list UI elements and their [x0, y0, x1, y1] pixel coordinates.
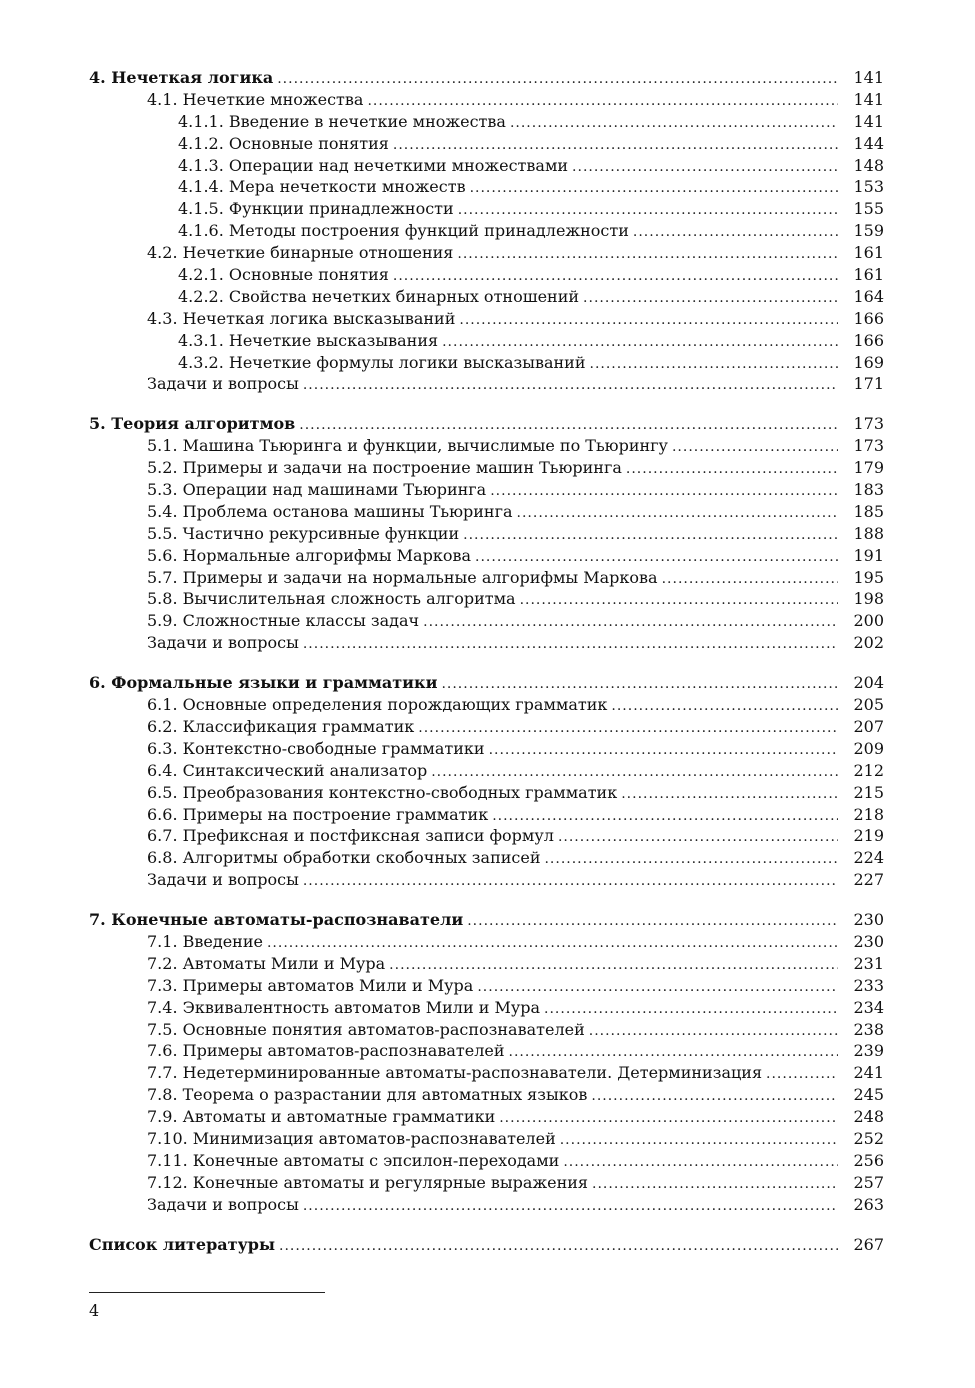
toc-entry-page: 227 [853, 870, 884, 890]
toc-entry-page: 202 [853, 633, 884, 653]
toc-entry-page: 218 [853, 804, 884, 824]
toc-entry [89, 198, 884, 220]
toc-entry-page: 200 [853, 611, 884, 631]
toc-dot-leader [510, 113, 838, 135]
toc-entry [89, 133, 884, 155]
toc-entry [89, 1172, 884, 1194]
toc-dot-leader [590, 354, 839, 376]
toc-dot-leader [560, 1130, 838, 1152]
toc-dot-leader [423, 612, 838, 634]
toc-entry-page: 179 [853, 458, 884, 478]
toc-entry-page: 153 [853, 177, 884, 197]
toc-section [89, 413, 884, 654]
toc-entry-page: 164 [853, 286, 884, 306]
toc-entry-title: 6.7. Префиксная и постфиксная записи формул [147, 826, 554, 846]
toc-entry-page: 188 [853, 523, 884, 543]
toc-entry-title: 6.8. Алгоритмы обработки скобочных записей [147, 848, 541, 868]
toc-dot-leader [489, 740, 838, 762]
toc-entry-page: 205 [853, 695, 884, 715]
toc-entry [89, 1194, 884, 1216]
toc-entry-title: 4.2. Нечеткие бинарные отношения [147, 243, 454, 263]
toc-entry-page: 248 [853, 1107, 884, 1127]
toc-entry-page: 173 [853, 414, 884, 434]
toc-entry [89, 975, 884, 997]
toc-dot-leader [467, 911, 838, 933]
toc-entry-title: 4.3. Нечеткая логика высказываний [147, 308, 456, 328]
toc-dot-leader [267, 933, 838, 955]
toc-dot-leader [367, 91, 838, 113]
toc-section [89, 909, 884, 1215]
toc-entry [89, 523, 884, 545]
toc-entry-title: 4.1.3. Операции над нечеткими множествами [178, 155, 569, 175]
toc-dot-leader [303, 375, 838, 397]
toc-entry [89, 242, 884, 264]
toc-entry-page: 207 [853, 716, 884, 736]
toc-entry [89, 825, 884, 847]
toc-dot-leader [441, 674, 838, 696]
toc-entry [89, 1040, 884, 1062]
toc-entry-title: 7.6. Примеры автоматов-распознавателей [147, 1041, 505, 1061]
toc-entry [89, 804, 884, 826]
toc-entry [89, 1019, 884, 1041]
toc-section [89, 1234, 884, 1256]
toc-chapter-entry [89, 909, 884, 931]
toc-dot-leader [477, 977, 838, 999]
toc-dot-leader [662, 569, 838, 591]
toc-entry-title: 4.1.2. Основные понятия [178, 133, 389, 153]
toc-entry-title: 7.7. Недетерминированные автоматы-распознаватели. Детерминизация [147, 1063, 763, 1083]
footnote-rule [89, 1292, 325, 1293]
toc-entry [89, 220, 884, 242]
toc-entry-title: 5.7. Примеры и задачи на нормальные алгорифмы Маркова [147, 567, 658, 587]
toc-entry [89, 760, 884, 782]
toc-entry-title: 4.1.6. Методы построения функций принадлежности [178, 221, 629, 241]
toc-dot-leader [520, 590, 838, 612]
toc-entry-page: 171 [853, 374, 884, 394]
toc-entry-title: 5.2. Примеры и задачи на построение машин Тьюринга [147, 458, 622, 478]
toc-entry [89, 632, 884, 654]
toc-entry-page: 148 [853, 155, 884, 175]
toc-entry-title: 4.1. Нечеткие множества [147, 89, 364, 109]
toc-entry-page: 141 [853, 89, 884, 109]
toc-dot-leader [299, 415, 838, 437]
toc-entry-title: 7.12. Конечные автоматы и регулярные выражения [147, 1172, 589, 1192]
toc-dot-leader [279, 1236, 838, 1258]
toc-dot-leader [672, 437, 838, 459]
toc-entry-title: 5.5. Частично рекурсивные функции [147, 523, 460, 543]
toc-entry-page: 191 [853, 545, 884, 565]
toc-entry [89, 501, 884, 523]
toc-entry-title: 7.3. Примеры автоматов Мили и Мура [147, 975, 474, 995]
toc-entry [89, 1106, 884, 1128]
toc-chapter-entry [89, 413, 884, 435]
toc-chapter-entry [89, 1234, 884, 1256]
table-of-contents [89, 67, 884, 1273]
toc-entry [89, 479, 884, 501]
toc-dot-leader [592, 1174, 838, 1196]
toc-entry-title: 4. Нечеткая логика [89, 68, 274, 87]
toc-entry [89, 111, 884, 133]
toc-entry [89, 352, 884, 374]
toc-dot-leader [459, 310, 838, 332]
toc-dot-leader [621, 784, 838, 806]
toc-entry [89, 782, 884, 804]
toc-entry-title: 5.1. Машина Тьюринга и функции, вычислимые по Тьюрингу [147, 436, 668, 456]
toc-entry-page: 185 [853, 501, 884, 521]
toc-entry-title: 7.5. Основные понятия автоматов-распознавателей [147, 1019, 585, 1039]
toc-entry-page: 263 [853, 1194, 884, 1214]
toc-dot-leader [490, 481, 838, 503]
toc-entry-title: 4.1.5. Функции принадлежности [178, 199, 454, 219]
toc-entry-page: 166 [853, 308, 884, 328]
toc-entry-page: 144 [853, 133, 884, 153]
toc-entry-title: 4.1.4. Мера нечеткости множеств [178, 177, 466, 197]
toc-entry-title: 5.6. Нормальные алгорифмы Маркова [147, 545, 472, 565]
toc-entry [89, 286, 884, 308]
toc-entry [89, 694, 884, 716]
toc-dot-leader [431, 762, 838, 784]
toc-entry-page: 195 [853, 567, 884, 587]
toc-entry-title: 6.5. Преобразования контекстно-свободных грамматик [147, 782, 618, 802]
toc-entry-page: 169 [853, 352, 884, 372]
toc-chapter-entry [89, 67, 884, 89]
toc-dot-leader [611, 696, 838, 718]
toc-entry-page: 256 [853, 1150, 884, 1170]
toc-entry-title: Задачи и вопросы [147, 1194, 299, 1214]
toc-entry-page: 161 [853, 243, 884, 263]
toc-dot-leader [393, 135, 838, 157]
toc-entry-page: 198 [853, 589, 884, 609]
toc-entry-page: 239 [853, 1041, 884, 1061]
toc-entry-title: Список литературы [89, 1234, 276, 1254]
toc-entry-title: Задачи и вопросы [147, 870, 299, 890]
toc-entry-page: 155 [853, 199, 884, 219]
toc-dot-leader [626, 459, 838, 481]
toc-dot-leader [558, 827, 838, 849]
toc-entry [89, 610, 884, 632]
toc-dot-leader [393, 266, 838, 288]
toc-entry-title: 7.9. Автоматы и автоматные грамматики [147, 1107, 496, 1127]
toc-entry-page: 252 [853, 1128, 884, 1148]
toc-entry [89, 435, 884, 457]
toc-dot-leader [463, 525, 838, 547]
toc-dot-leader [442, 332, 838, 354]
toc-entry-title: 7.4. Эквивалентность автоматов Мили и Мура [147, 997, 541, 1017]
toc-entry-page: 173 [853, 436, 884, 456]
toc-entry [89, 931, 884, 953]
toc-entry-title: Задачи и вопросы [147, 374, 299, 394]
toc-entry-page: 183 [853, 480, 884, 500]
toc-dot-leader [499, 1108, 838, 1130]
toc-section [89, 672, 884, 891]
toc-entry-page: 204 [853, 673, 884, 693]
toc-dot-leader [277, 69, 838, 91]
toc-entry-page: 141 [853, 111, 884, 131]
toc-entry-page: 267 [853, 1234, 884, 1254]
toc-entry-page: 231 [853, 953, 884, 973]
toc-entry [89, 567, 884, 589]
toc-entry-page: 215 [853, 782, 884, 802]
toc-entry-title: Задачи и вопросы [147, 633, 299, 653]
toc-entry [89, 176, 884, 198]
toc-dot-leader [457, 244, 838, 266]
toc-entry [89, 1150, 884, 1172]
toc-entry [89, 89, 884, 111]
toc-dot-leader [470, 178, 838, 200]
toc-entry-title: 6.3. Контекстно-свободные грамматики [147, 738, 485, 758]
toc-entry [89, 330, 884, 352]
toc-entry-title: 6.1. Основные определения порождающих грамматик [147, 695, 608, 715]
toc-entry [89, 308, 884, 330]
toc-dot-leader [389, 955, 838, 977]
toc-dot-leader [544, 849, 838, 871]
toc-entry-title: 7.8. Теорема о разрастании для автоматных языков [147, 1085, 588, 1105]
page-number: 4 [89, 1301, 100, 1320]
toc-entry-title: 7.10. Минимизация автоматов-распознавателей [147, 1128, 556, 1148]
toc-entry [89, 1062, 884, 1084]
toc-entry-page: 159 [853, 221, 884, 241]
toc-entry [89, 953, 884, 975]
toc-entry-title: 5.8. Вычислительная сложность алгоритма [147, 589, 516, 609]
toc-entry [89, 545, 884, 567]
toc-entry-title: 6.2. Классификация грамматик [147, 716, 415, 736]
toc-entry-page: 161 [853, 265, 884, 285]
toc-entry-page: 212 [853, 760, 884, 780]
toc-dot-leader [458, 200, 838, 222]
toc-entry-page: 230 [853, 931, 884, 951]
toc-entry-page: 245 [853, 1085, 884, 1105]
toc-entry [89, 716, 884, 738]
toc-entry-title: 5. Теория алгоритмов [89, 414, 296, 434]
toc-entry-title: 4.2.1. Основные понятия [178, 265, 389, 285]
toc-entry-page: 230 [853, 910, 884, 930]
toc-entry [89, 373, 884, 395]
toc-dot-leader [303, 1196, 838, 1218]
toc-entry [89, 1128, 884, 1150]
toc-entry-page: 209 [853, 738, 884, 758]
toc-dot-leader [544, 999, 838, 1021]
toc-dot-leader [492, 806, 838, 828]
toc-entry [89, 1084, 884, 1106]
toc-entry-page: 224 [853, 848, 884, 868]
toc-dot-leader [589, 1021, 838, 1043]
toc-entry-title: 4.1.1. Введение в нечеткие множества [178, 111, 506, 131]
toc-entry-page: 141 [853, 68, 884, 87]
toc-dot-leader [583, 288, 838, 310]
toc-entry-title: 7.11. Конечные автоматы с эпсилон-переходами [147, 1150, 560, 1170]
toc-entry-page: 238 [853, 1019, 884, 1039]
toc-entry [89, 869, 884, 891]
toc-dot-leader [303, 634, 838, 656]
toc-entry-title: 5.3. Операции над машинами Тьюринга [147, 480, 487, 500]
toc-entry-title: 7.2. Автоматы Мили и Мура [147, 953, 386, 973]
toc-entry-page: 233 [853, 975, 884, 995]
toc-entry-page: 241 [853, 1063, 884, 1083]
toc-entry [89, 738, 884, 760]
toc-dot-leader [303, 871, 838, 893]
toc-chapter-entry [89, 672, 884, 694]
toc-entry-title: 4.2.2. Свойства нечетких бинарных отношений [178, 286, 580, 306]
toc-entry [89, 997, 884, 1019]
toc-entry-page: 166 [853, 330, 884, 350]
toc-entry [89, 847, 884, 869]
toc-dot-leader [766, 1064, 838, 1086]
toc-entry-page: 219 [853, 826, 884, 846]
toc-dot-leader [591, 1086, 838, 1108]
toc-entry-title: 4.3.2. Нечеткие формулы логики высказываний [178, 352, 586, 372]
toc-entry-page: 257 [853, 1172, 884, 1192]
toc-entry [89, 155, 884, 177]
toc-dot-leader [418, 718, 838, 740]
toc-entry-title: 6.6. Примеры на построение грамматик [147, 804, 489, 824]
toc-entry-title: 5.9. Сложностные классы задач [147, 611, 420, 631]
toc-entry [89, 588, 884, 610]
toc-entry-title: 6.4. Синтаксический анализатор [147, 760, 428, 780]
toc-entry-title: 5.4. Проблема останова машины Тьюринга [147, 501, 513, 521]
toc-entry-page: 234 [853, 997, 884, 1017]
toc-entry-title: 4.3.1. Нечеткие высказывания [178, 330, 439, 350]
toc-dot-leader [517, 503, 838, 525]
toc-dot-leader [563, 1152, 838, 1174]
toc-entry-title: 7.1. Введение [147, 931, 263, 951]
toc-dot-leader [509, 1042, 839, 1064]
toc-entry-title: 7. Конечные автоматы-распознаватели [89, 910, 464, 930]
toc-entry [89, 264, 884, 286]
toc-entry-title: 6. Формальные языки и грамматики [89, 673, 438, 693]
toc-entry [89, 457, 884, 479]
toc-dot-leader [475, 547, 838, 569]
toc-dot-leader [633, 222, 838, 244]
toc-section [89, 67, 884, 395]
toc-dot-leader [572, 157, 838, 179]
